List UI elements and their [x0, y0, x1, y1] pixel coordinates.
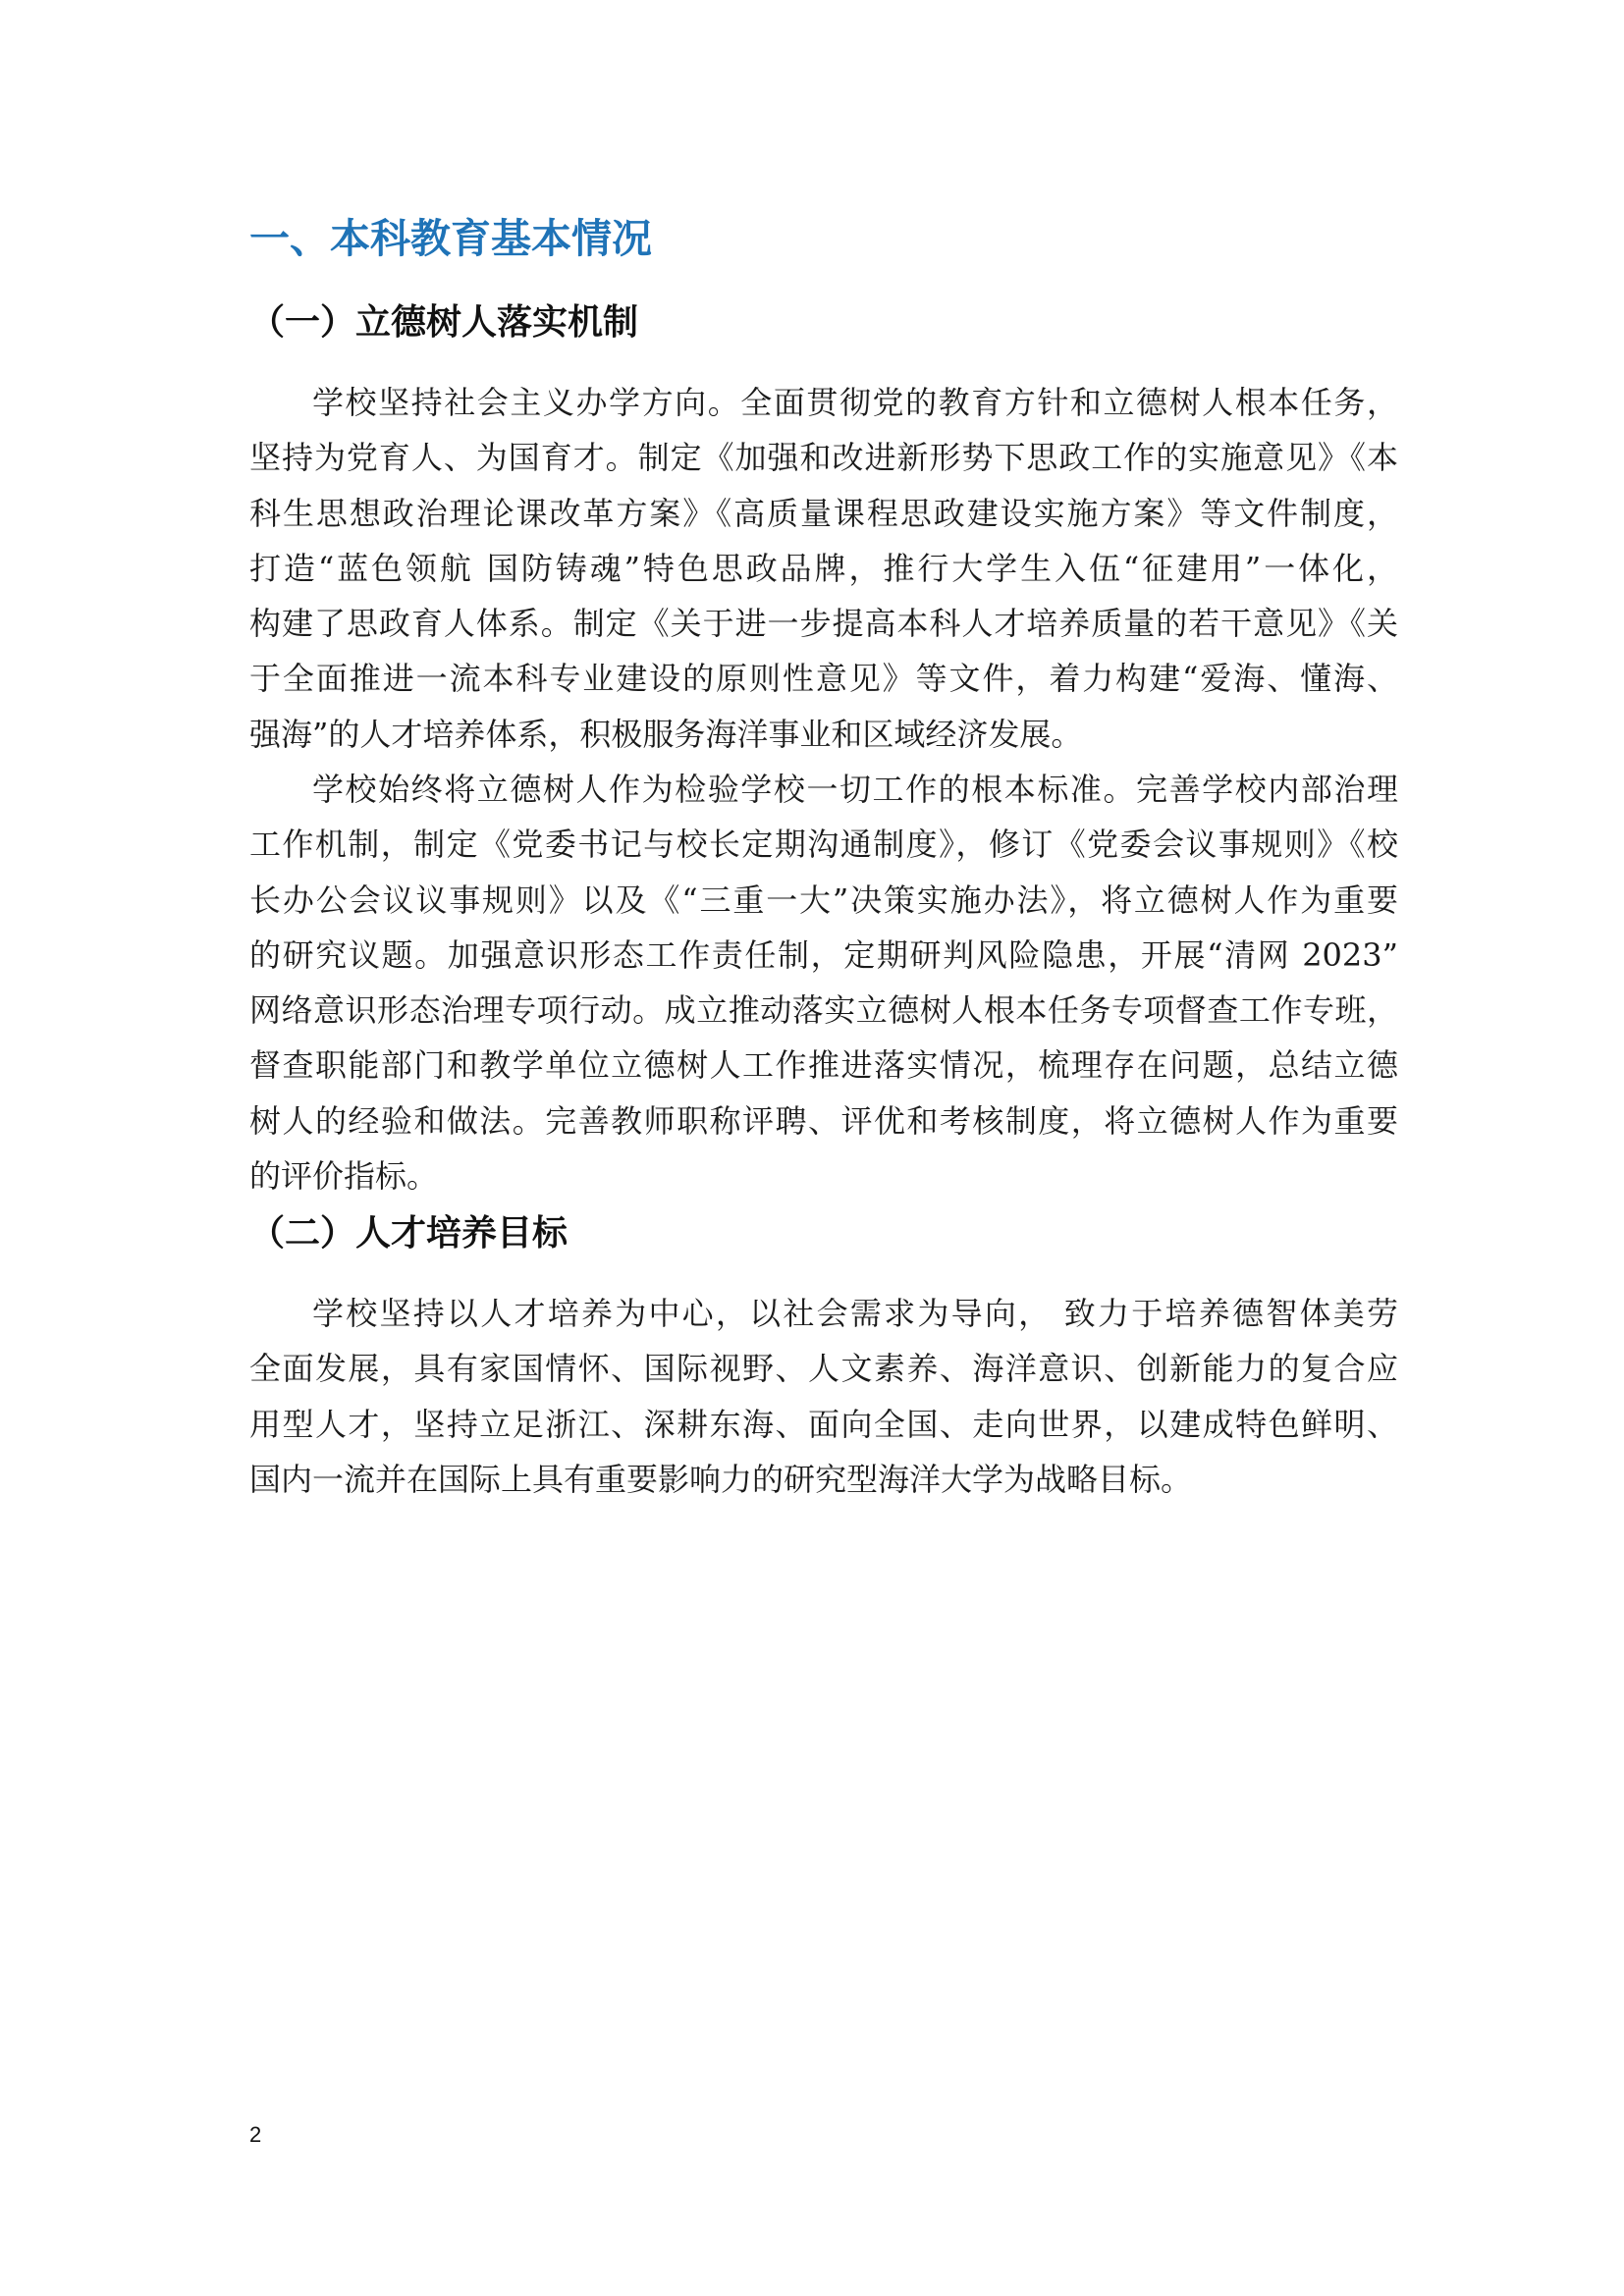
page-number: 2 — [249, 2122, 262, 2147]
paragraph-line: 国内一流并在国际上具有重要影响力的研究型海洋大学为战略目标。 — [249, 1460, 1193, 1498]
paragraph-moral-education-mechanism — [249, 762, 1398, 1203]
section-title: 一、本科教育基本情况 — [249, 215, 652, 262]
paragraph-line: 学校坚持以人才培养为中心，以社会需求为导向， 致力于培养德智体美劳 — [312, 1295, 1398, 1332]
paragraph-line: 学校坚持社会主义办学方向。全面贯彻党的教育方针和立德树人根本任务， — [312, 384, 1398, 421]
paragraph-line: 学校始终将立德树人作为检验学校一切工作的根本标准。完善学校内部治理 — [312, 771, 1398, 808]
paragraph-line: 全面发展，具有家国情怀、国际视野、人文素养、海洋意识、创新能力的复合应 — [249, 1350, 1398, 1388]
paragraph-line: 用型人才，坚持立足浙江、深耕东海、面向全国、走向世界，以建成特色鲜明、 — [249, 1405, 1398, 1443]
paragraph-line: 打造“蓝色领航 国防铸魂”特色思政品牌，推行大学生入伍“征建用”一体化， — [249, 549, 1398, 587]
paragraph-line: 坚持为党育人、为国育才。制定《加强和改进新形势下思政工作的实施意见》《本 — [249, 439, 1398, 477]
subsection-heading-training-goals: （二）人才培养目标 — [249, 1213, 568, 1254]
paragraph-line: 树人的经验和做法。完善教师职称评聘、评优和考核制度，将立德树人作为重要 — [249, 1101, 1398, 1140]
paragraph-line: 督查职能部门和教学单位立德树人工作推进落实情况，梳理存在问题，总结立德 — [249, 1046, 1398, 1085]
paragraph-line: 构建了思政育人体系。制定《关于进一步提高本科人才培养质量的若干意见》《关 — [249, 605, 1398, 643]
subsection-heading-moral-education: （一）立德树人落实机制 — [249, 302, 639, 343]
paragraph-line: 的评价指标。 — [249, 1157, 439, 1196]
paragraph-line: 工作机制，制定《党委书记与校长定期沟通制度》，修订《党委会议事规则》《校 — [249, 826, 1398, 864]
paragraph-line: 强海”的人才培养体系，积极服务海洋事业和区域经济发展。 — [249, 715, 1083, 753]
paragraph-line: 长办公会议议事规则》以及《“三重一大”决策实施办法》，将立德树人作为重要 — [249, 881, 1398, 919]
paragraph-line: 网络意识形态治理专项行动。成立推动落实立德树人根本任务专项督查工作专班， — [249, 991, 1398, 1030]
paragraph-line: 的研究议题。加强意识形态工作责任制，定期研判风险隐患，开展“清网 2023” — [249, 935, 1398, 974]
paragraph-line: 科生思想政治理论课改革方案》《高质量课程思政建设实施方案》等文件制度， — [249, 494, 1398, 532]
paragraph-moral-education-direction — [249, 375, 1398, 762]
paragraph-training-goals — [249, 1286, 1398, 1507]
paragraph-line: 于全面推进一流本科专业建设的原则性意见》等文件，着力构建“爱海、懂海、 — [249, 660, 1398, 698]
